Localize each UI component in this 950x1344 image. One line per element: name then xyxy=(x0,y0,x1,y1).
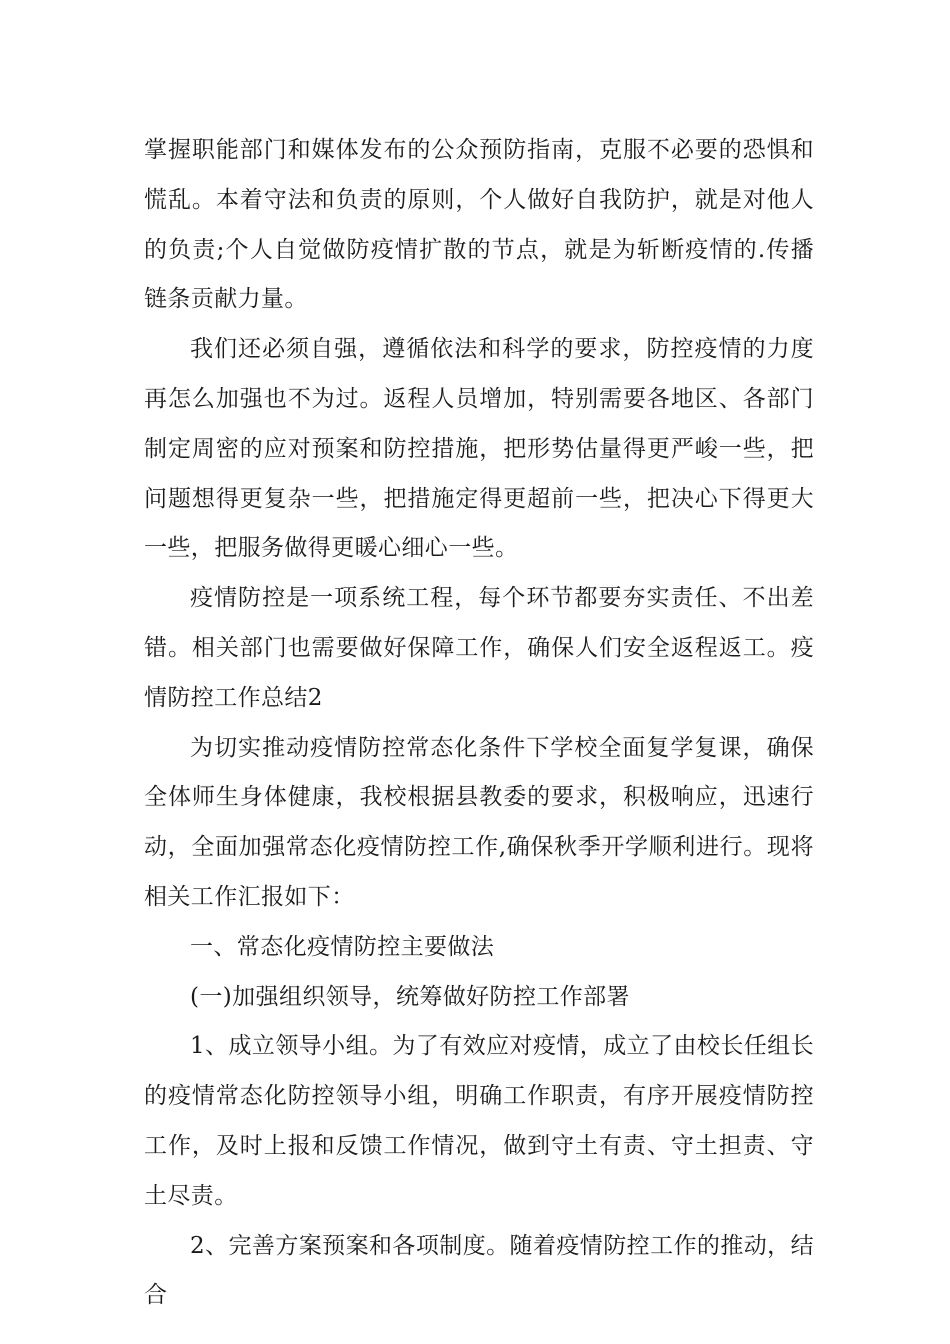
paragraph-3: 疫情防控是一项系统工程，每个环节都要夯实责任、不出差错。相关部门也需要做好保障工作，确保人们安全返程返工。疫情防控工作总结2 xyxy=(144,585,814,711)
paragraph-item-2: 2、完善方案预案和各项制度。随着疫情防控工作的推动，结合 xyxy=(144,1232,814,1309)
paragraph-1: 掌握职能部门和媒体发布的公众预防指南，克服不必要的恐惧和慌乱。本着守法和负责的原则，个人做好自我防护，就是对他人的负责;个人自觉做防疫情扩散的节点，就是为斩断疫情的.传播链条贡献力量。 xyxy=(144,137,814,313)
section-heading-1: 一、常态化疫情防控主要做法 xyxy=(190,933,495,960)
paragraph-item-1: 1、成立领导小组。为了有效应对疫情，成立了由校长任组长的疫情常态化防控领导小组，明确工作职责，有序开展疫情防控工作，及时上报和反馈工作情况，做到守土有责、守土担责、守土尽责。 xyxy=(144,1033,814,1209)
subsection-heading-1: (一)加强组织领导，统筹做好防控工作部署 xyxy=(190,983,630,1010)
document-body xyxy=(144,126,814,1321)
paragraph-2: 我们还必须自强，遵循依法和科学的要求，防控疫情的力度再怎么加强也不为过。返程人员增加，特别需要各地区、各部门制定周密的应对预案和防控措施，把形势估量得更严峻一些，把问题想得更复杂一些，把措施定得更超前一些，把决心下得更大一些，把服务做得更暖心细心一些。 xyxy=(144,336,814,562)
paragraph-4: 为切实推动疫情防控常态化条件下学校全面复学复课，确保全体师生身体健康，我校根据县教委的要求，积极响应，迅速行动，全面加强常态化疫情防控工作,确保秋季开学顺利进行。现将相关工作汇报如下： xyxy=(144,734,814,910)
